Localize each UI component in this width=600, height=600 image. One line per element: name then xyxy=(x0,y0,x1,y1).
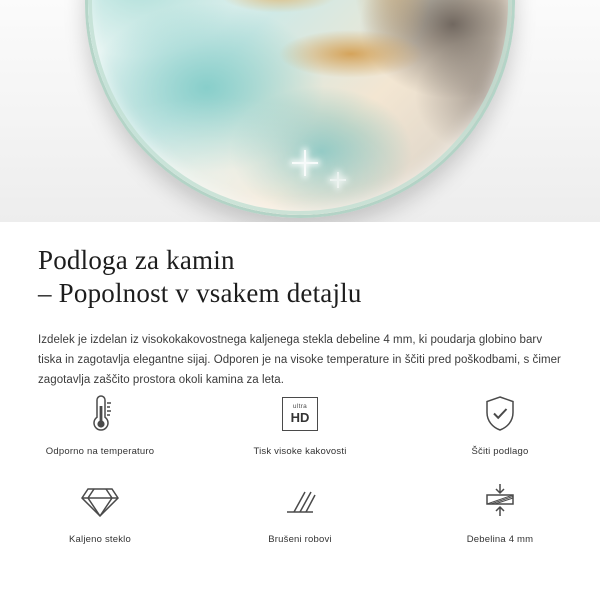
feature-label: Ščiti podlago xyxy=(471,446,529,457)
thickness-arrows-icon xyxy=(482,480,518,524)
ultra-hd-badge-bottom: HD xyxy=(290,410,310,426)
feature-label: Brušeni robovi xyxy=(268,534,332,545)
feature-item-thickness xyxy=(410,480,590,545)
polished-edges-icon xyxy=(281,480,319,524)
hero-image xyxy=(0,0,600,222)
ultra-hd-icon xyxy=(282,392,318,436)
content-block xyxy=(0,222,600,390)
feature-label: Kaljeno steklo xyxy=(69,534,131,545)
sparkle-icon xyxy=(292,150,318,176)
description-paragraph: Izdelek je izdelan iz visokokakovostnega kaljenega stekla debeline 4 mm, ki poudarja globino barv tiska in zagotavlja elegantne sijaj. Odporen je na visoke temperature in ščiti pred poškodbami, s čimer zagotavlja zaščito prostora okoli kamina za leta. xyxy=(38,334,561,386)
shield-check-icon xyxy=(482,392,518,436)
sparkle-icon xyxy=(330,172,346,188)
feature-item-protects-surface xyxy=(410,392,590,457)
thermometer-icon xyxy=(83,392,117,436)
feature-item-temperature xyxy=(10,392,190,457)
feature-label: Debelina 4 mm xyxy=(466,534,534,545)
headline-line-2: – Popolnost v vsakem detajlu xyxy=(38,278,362,308)
feature-label: Odporno na temperaturo xyxy=(45,446,155,457)
feature-item-polished-edges xyxy=(210,480,390,545)
feature-item-print-quality xyxy=(210,392,390,457)
glass-plate-product xyxy=(85,0,515,218)
feature-item-tempered-glass xyxy=(10,480,190,545)
feature-grid xyxy=(0,392,600,568)
feature-label: Tisk visoke kakovosti xyxy=(253,446,347,457)
ultra-hd-badge-top: ultra xyxy=(292,402,308,410)
headline-line-1: Podloga za kamin xyxy=(38,245,235,275)
page-title xyxy=(38,244,562,310)
diamond-icon xyxy=(80,480,120,524)
